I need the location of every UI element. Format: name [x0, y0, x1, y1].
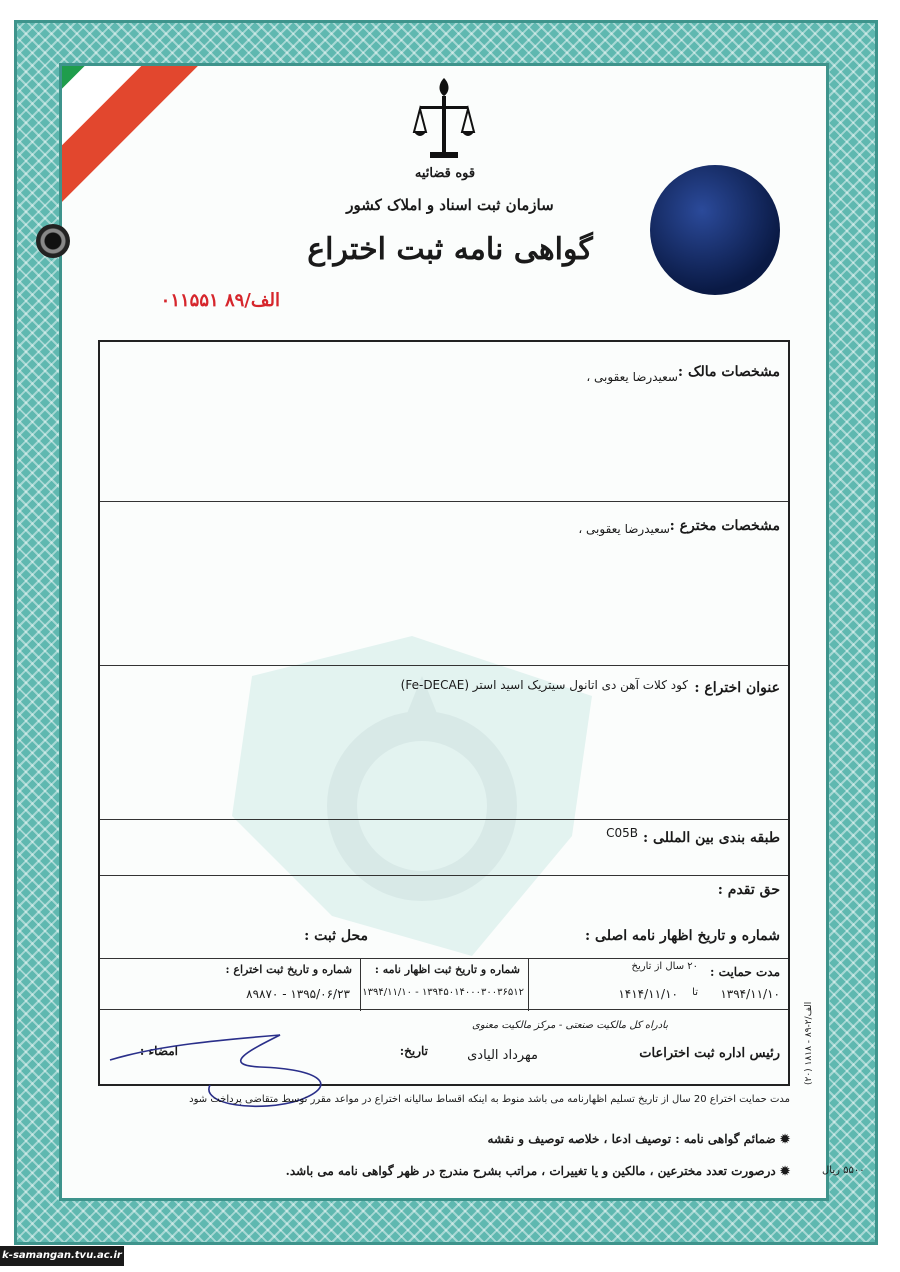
- star-bullet-icon: ✹: [779, 1164, 790, 1178]
- inventor-label: مشخصات مخترع :: [669, 518, 780, 534]
- organization-name: سازمان ثبت اسناد و املاک کشور: [346, 196, 554, 214]
- original-declaration-label: شماره و تاریخ اظهار نامه اصلی :: [585, 928, 780, 944]
- priority-row: [100, 876, 788, 958]
- judiciary-label: قوه قضائیه: [414, 166, 476, 181]
- owner-row: [100, 342, 788, 502]
- inventor-value: سعیدرضا یعقوبی ،: [578, 522, 670, 536]
- hologram-seal-icon: [650, 165, 780, 295]
- attachments-text: ضمائم گواهی نامه : توصیف ادعا ، خلاصه توصیف و نقشه: [487, 1132, 776, 1146]
- declaration-value: ۱۳۹۴۵۰۱۴۰۰۰۳۰۰۳۶۵۱۲ - ۱۳۹۴/۱۱/۱۰: [362, 987, 524, 998]
- serial-prefix: الف/۸۹: [224, 290, 280, 311]
- protection-label: مدت حمایت :: [710, 965, 780, 979]
- grommet-icon: [36, 224, 70, 258]
- registration-cell: [100, 959, 360, 1011]
- sign-label: امضاء :: [139, 1044, 178, 1058]
- website-label: k-samangan.tvu.ac.ir: [0, 1246, 124, 1266]
- protection-to-word: تا: [692, 987, 698, 998]
- stamp-note: بادراه کل مالکیت صنعتی - مرکز مالکیت معنوی: [472, 1020, 668, 1031]
- certificate-title: گواهی نامه ثبت اختراع: [307, 232, 593, 267]
- inventor-row: [100, 502, 788, 666]
- serial-digits: ۰۱۱۵۵۱: [160, 290, 219, 311]
- attachments-note: [440, 1132, 790, 1146]
- declaration-cell: [360, 959, 528, 1011]
- invention-title-label: عنوان اختراع :: [694, 680, 780, 696]
- form-code: (۲۰) الف/۲-۸۹ - ۱۸۱۸: [804, 1001, 814, 1085]
- invention-title-value: کود کلات آهن دی اتانول سیتریک اسید استر (Fe-DECAE): [400, 678, 688, 692]
- registration-label: شماره و تاریخ ثبت اختراع :: [225, 963, 352, 976]
- declaration-label: شماره و تاریخ ثبت اظهار نامه :: [374, 963, 520, 976]
- protection-to: ۱۴۱۴/۱۱/۱۰: [618, 987, 678, 1001]
- registration-value: ۱۳۹۵/۰۶/۲۳ - ۸۹۸۷۰: [246, 987, 350, 1001]
- registration-place-label: محل ثبت :: [304, 928, 368, 944]
- priority-label: حق تقدم :: [717, 882, 780, 898]
- star-bullet-icon: ✹: [779, 1132, 790, 1146]
- scales-of-justice-icon: [412, 74, 476, 164]
- protection-note: ۲۰ سال از تاریخ: [631, 961, 698, 972]
- date-label: تاریخ:: [399, 1044, 428, 1058]
- invention-title-row: [100, 666, 788, 820]
- serial-number: [100, 290, 280, 311]
- price-label: ۵۵۰۰ ریال: [822, 1165, 865, 1176]
- classification-value: C05B: [606, 826, 638, 840]
- classification-label: طبقه بندی بین المللی :: [642, 830, 780, 846]
- iran-flag-icon: [62, 66, 336, 310]
- classification-row: [100, 820, 788, 876]
- owner-value: سعیدرضا یعقوبی ،: [586, 370, 678, 384]
- owner-label: مشخصات مالک :: [677, 364, 780, 380]
- protection-from: ۱۳۹۴/۱۱/۱۰: [720, 987, 780, 1001]
- protection-cell: [528, 959, 788, 1011]
- numbers-row: [100, 958, 788, 1010]
- inventors-text: درصورت تعدد مخترعین ، مالکین و یا تغییرات ، مراتب بشرح مندرج در ظهر گواهی نامه می باشد.: [285, 1164, 776, 1178]
- head-title: رئیس اداره ثبت اختراعات: [639, 1046, 780, 1061]
- official-name: مهرداد الیادی: [467, 1048, 538, 1063]
- certificate-table: [98, 340, 790, 1086]
- protection-notice: مدت حمایت اختراع 20 سال از تاریخ تسلیم اظهارنامه می باشد منوط به اینکه اقساط سالیانه اختراع در مواعد مقرر توسط متقاضی پرداخت شود: [189, 1094, 790, 1105]
- inventors-note: [285, 1164, 790, 1178]
